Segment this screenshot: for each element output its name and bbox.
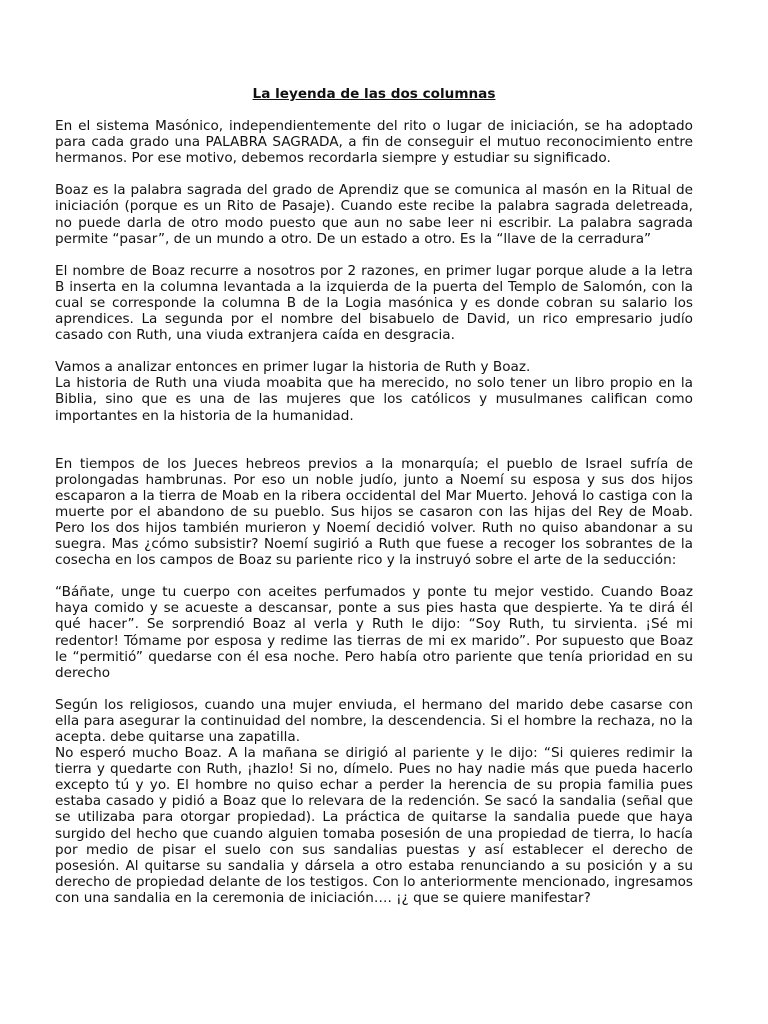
paragraph-analysis-intro: Vamos a analizar entonces en primer lugar la historia de Ruth y Boaz. <box>55 359 531 376</box>
paragraph-religious-law: Según los religiosos, cuando una mujer enviuda, el hermano del marido debe casarse con ella para asegurar la continuidad del nombre, la descendencia. Si el hombre la rechaza, no la acepta. debe quitarse una zapatilla. <box>55 696 693 745</box>
paragraph-ruth-story: La historia de Ruth una viuda moabita que ha merecido, no solo tener un libro propio en la Biblia, sino que es una de las mujeres que los católicos y musulmanes califican como importantes en la historia de la humanidad. <box>55 375 693 424</box>
paragraph-boaz-word: Boaz es la palabra sagrada del grado de Aprendiz que se comunica al masón en la Ritual de iniciación (porque es un Rito de Pasaje). Cuando este recibe la palabra sagrada deletreada, no puede darla de otro modo puesto que aun no sabe leer ni escribir. La palabra sagrada permite “pasar”, de un mundo a otro. De un estado a otro. Es la “llave de la cerradura” <box>55 182 693 247</box>
document-page <box>55 86 693 906</box>
document-title: La leyenda de las dos columnas <box>252 86 496 102</box>
paragraph-sandal: No esperó mucho Boaz. A la mañana se dirigió al pariente y le dijo: “Si quieres redimir la tierra y quedarte con Ruth, ¡hazlo! Si no, dímelo. Pues no hay nadie más que pueda hacerlo excepto tú y yo. El hombre no quiso echar a perder la herencia de su propia familia pues estaba casado y pidió a Boaz que lo relevara de la redención. Se sacó la sandalia (señal que se utilizaba para otorgar propiedad). La práctica de quitarse la sandalia puede que haya surgido del hecho que cuando alguien tomaba posesión de una propiedad de tierra, lo hacía por medio de pisar el suelo con sus sandalias puestas y así establecer el derecho de posesión. Al quitarse su sandalia y dársela a otro estaba renunciando a su posición y a su derecho de propiedad delante de los testigos. Con lo anteriormente mencionado, ingresamos con una sandalia en la ceremonia de iniciación…. ¡¿ que se quiere manifestar? <box>55 745 693 906</box>
paragraph-judges-era: En tiempos de los Jueces hebreos previos a la monarquía; el pueblo de Israel sufría de prolongadas hambrunas. Por eso un noble judío, junto a Noemí su esposa y sus dos hijos escaparon a la tierra de Moab en la ribera occidental del Mar Muerto. Jehová lo castiga con la muerte por el abandono de su pueblo. Sus hijos se casaron con las hijas del Rey de Moab. Pero los dos hijos también murieron y Noemí decidió volver. Ruth no quiso abandonar a su suegra. Mas ¿cómo subsistir? Noemí sugirió a Ruth que fuese a recoger los sobrantes de la cosecha en los campos de Boaz su pariente rico y la instruyó sobre el arte de la seducción: <box>55 455 693 569</box>
paragraph-boaz-reasons: El nombre de Boaz recurre a nosotros por 2 razones, en primer lugar porque alude a la letra B inserta en la columna levantada a la izquierda de la puerta del Templo de Salomón, con la cual se corresponde la columna B de la Logia masónica y es donde cobran su salario los aprendices. La segunda por el nombre del bisabuelo de David, un rico empresario judío casado con Ruth, una viuda extranjera caída en desgracia. <box>55 262 693 344</box>
paragraph-intro: En el sistema Masónico, independientemente del rito o lugar de iniciación, se ha adoptado para cada grado una PALABRA SAGRADA, a fin de conseguir el mutuo reconocimiento entre hermanos. Por ese motivo, debemos recordarla siempre y estudiar su significado. <box>55 118 693 167</box>
paragraph-ruth-quote: “Báñate, unge tu cuerpo con aceites perfumados y ponte tu mejor vestido. Cuando Boaz haya comido y se acueste a descansar, ponte a sus pies hasta que despierte. Ya te dirá él qué hacer”. Se sorprendió Boaz al verla y Ruth le dijo: “Soy Ruth, tu sirvienta. ¡Sé mi redentor! Tómame por esposa y redime las tierras de mi ex marido”. Por supuesto que Boaz le “permitió” quedarse con él esa noche. Pero había otro pariente que tenía prioridad en su derecho <box>55 584 693 681</box>
